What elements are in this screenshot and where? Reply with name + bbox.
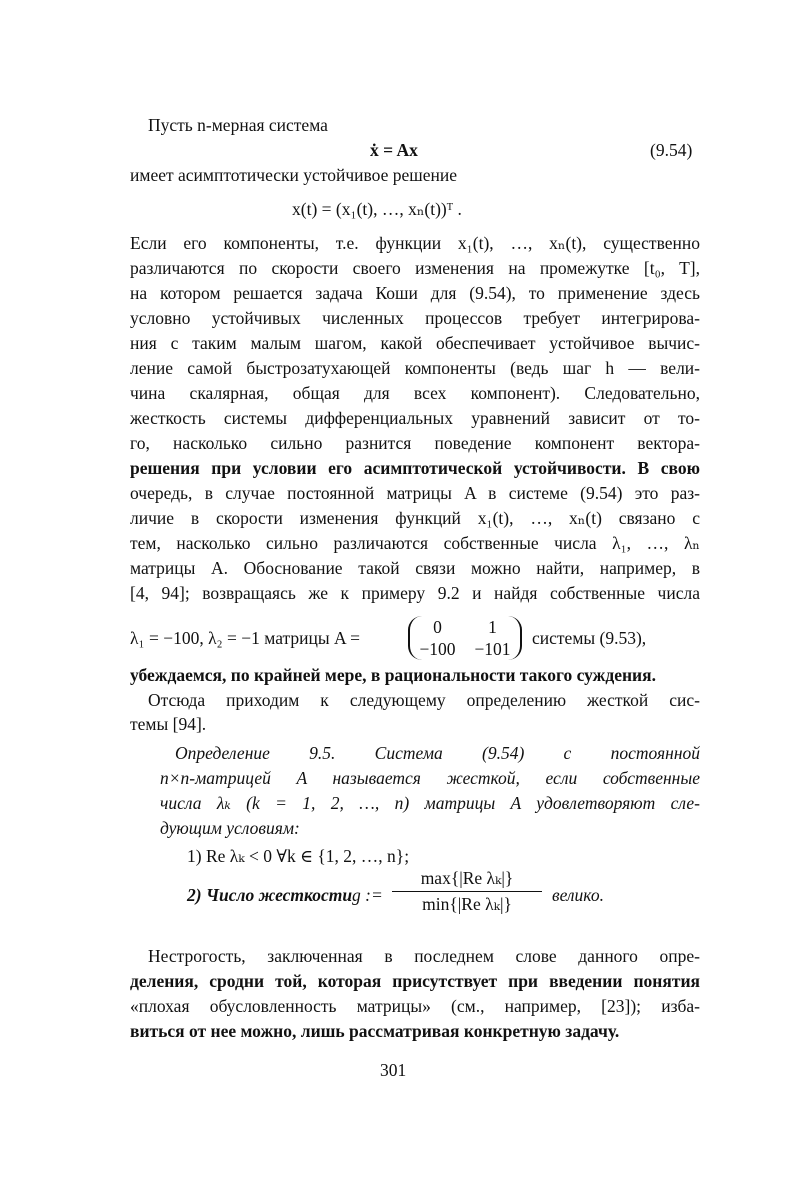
page-number: 301: [380, 1060, 407, 1080]
text-line: деления, сродни той, которая присутствует при введении понятия: [130, 971, 700, 991]
text-line: темы [94].: [130, 714, 207, 734]
text-line: чина скалярная, общая для всех компонент). Следовательно,: [130, 383, 700, 403]
text-line: личие в скорости изменения функций x₁(t), …, xₙ(t) связано с: [130, 508, 700, 528]
matrix-row: [410, 638, 520, 660]
condition-2-lhs: g :=: [352, 885, 383, 905]
definition-line: дующим условиям:: [160, 818, 300, 838]
matrix-cell: 0: [433, 617, 442, 637]
text-line: различаются по скорости своего изменения на промежутке [t₀, T],: [130, 258, 700, 278]
text-line: условно устойчивых численных процессов требует интегрирова-: [130, 308, 700, 328]
condition-2-tail: велико.: [552, 885, 604, 905]
text-line: ление самой быстрозатухающей компоненты (ведь шаг h — вели-: [130, 358, 700, 378]
definition-line: n×n-матрицей A называется жесткой, если собственные: [160, 768, 700, 788]
definition-line: числа λₖ (k = 1, 2, …, n) матрицы A удовлетворяют сле-: [160, 793, 700, 813]
text-line: очередь, в случае постоянной матрицы A в системе (9.54) это раз-: [130, 483, 700, 503]
text-line: Если его компоненты, т.е. функции x₁(t), …, xₙ(t), существенно: [130, 233, 700, 253]
eigenvalues-text: λ₁ = −100, λ₂ = −1 матрицы A =: [130, 628, 360, 648]
text-line: Нестрогость, заключенная в последнем слове данного опре-: [148, 946, 700, 966]
text-line: жесткость системы дифференциальных уравнений зависит от то-: [130, 408, 700, 428]
text-line: виться от нее можно, лишь рассматривая конкретную задачу.: [130, 1021, 620, 1041]
text-line: го, насколько сильно разнится поведение компонент вектора-: [130, 433, 700, 453]
intro-text: Пусть n-мерная система: [148, 115, 328, 135]
equation-954: ẋ = Ax: [370, 140, 418, 160]
fraction-denominator: min{|Re λₖ|}: [422, 894, 512, 914]
text-line: матрицы A. Обоснование такой связи можно найти, например, в: [130, 558, 700, 578]
fraction-numerator: max{|Re λₖ|}: [392, 868, 542, 892]
matrix-a: [408, 616, 522, 660]
text-line: ния с таким малым шагом, какой обеспечивает устойчивое вычис-: [130, 333, 700, 353]
matrix-cell: 1: [488, 617, 497, 637]
text-line: на котором решается задача Коши для (9.54), то применение здесь: [130, 283, 700, 303]
matrix-cell: −100: [419, 639, 456, 659]
text-line: убеждаемся, по крайней мере, в рациональности такого суждения.: [130, 665, 656, 685]
matrix-row: [410, 616, 520, 638]
matrix-cell: −101: [474, 639, 511, 659]
text-line: имеет асимптотически устойчивое решение: [130, 165, 458, 185]
definition-line: Определение 9.5. Система (9.54) с постоянной: [175, 743, 700, 763]
condition-2-label: 2) Число жесткости: [187, 885, 353, 905]
text-line: «плохая обусловленность матрицы» (см., например, [23]); изба-: [130, 996, 700, 1016]
text-line: [4, 94]; возвращаясь же к примеру 9.2 и найдя собственные числа: [130, 583, 700, 603]
equation-number: (9.54): [650, 140, 693, 160]
text-line: тем, насколько сильно различаются собственные числа λ₁, …, λₙ: [130, 533, 700, 553]
text-line: Отсюда приходим к следующему определению жесткой сис-: [148, 690, 700, 710]
stiffness-fraction: [392, 868, 542, 915]
system-ref: системы (9.53),: [532, 628, 647, 648]
condition-1: 1) Re λₖ < 0 ∀k ∈ {1, 2, …, n};: [187, 846, 410, 866]
solution-formula: x(t) = (x₁(t), …, xₙ(t))ᵀ .: [292, 199, 462, 219]
text-line: решения при условии его асимптотической устойчивости. В свою: [130, 458, 700, 478]
